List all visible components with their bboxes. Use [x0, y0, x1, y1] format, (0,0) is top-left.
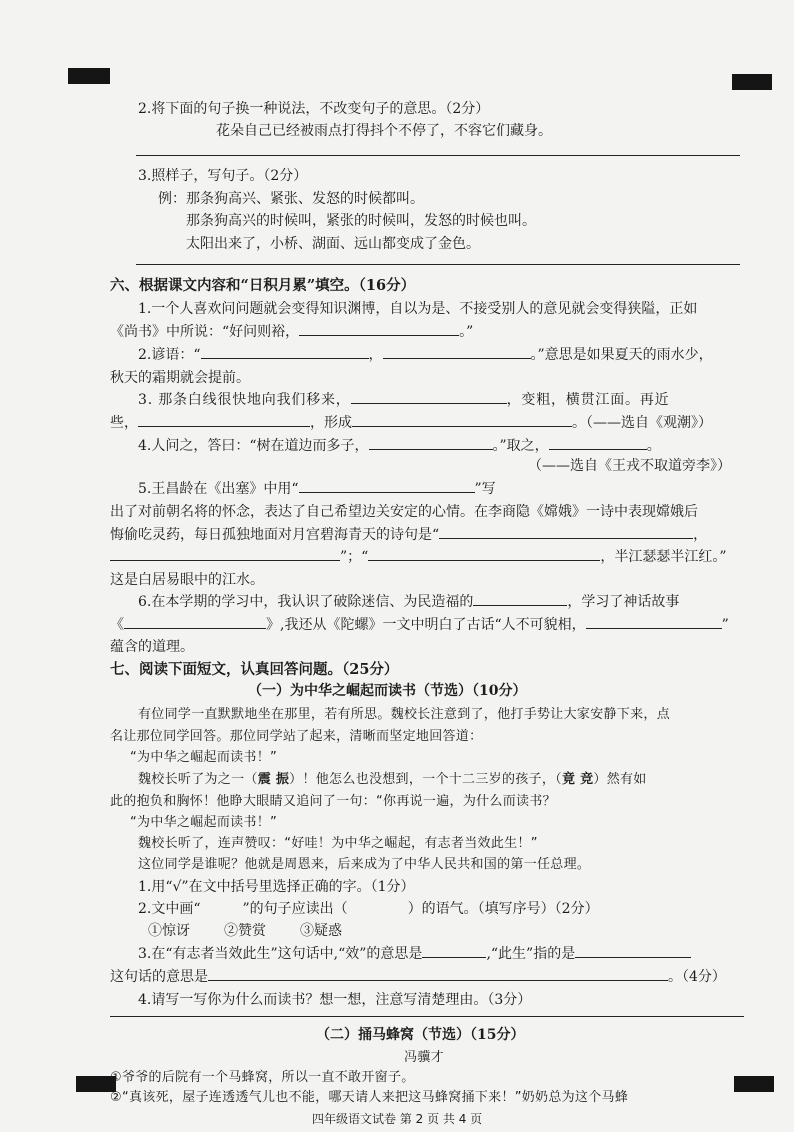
section7-title: 七、阅读下面短文，认真回答问题。（25分） [110, 661, 399, 678]
q3-example-1 [158, 188, 424, 208]
s6-item2-line1 [138, 344, 713, 364]
s6-item3-blank-3[interactable] [352, 414, 572, 427]
q2-sentence: 花朵自己已经被雨点打得抖个不停了，不容它们藏身。 [216, 123, 552, 139]
s6-item3-blank-1[interactable] [351, 391, 507, 404]
s6-item5-comma: ， [693, 527, 708, 543]
passage2-author: 冯骥才 [404, 1050, 444, 1065]
corner-mark-bottom-right [734, 1076, 774, 1092]
s6-item1-text: 《尚书》中所说：“好问则裕， [110, 324, 300, 340]
passage1-line-4-c: ）！他怎么也没想到，一个十二三岁的孩子，（ [289, 772, 562, 787]
q2-answer-line[interactable] [136, 155, 740, 156]
s6-item6-quote-close: ” [721, 617, 729, 633]
s6-item2-blank-2[interactable] [383, 346, 531, 359]
s6-item4-end: 。 [646, 438, 661, 454]
choice-zhen[interactable]: 震 振 [257, 772, 290, 787]
option-2: ②赞赏 [224, 923, 266, 939]
passage2-line-2: ②“真该死，屋子连透透气儿也不能，哪天请人来把这马蜂窝捅下来！”奶奶总为这个马蜂 [110, 1090, 629, 1105]
s6-item6-blank-1[interactable] [473, 593, 567, 606]
s6-item2-comma: ， [368, 347, 383, 363]
q3-example-1-text: 那条狗高兴、紧张、发怒的时候都叫。 [186, 191, 424, 207]
s6-item5-text-4: ”；“ [340, 549, 369, 565]
passage1-line-7: 魏校长听了，连声赞叹：“好哇！为中华之崛起，有志者当效此生！” [138, 836, 538, 851]
passage1-line-6: “为中华之崛起而读书！” [130, 815, 278, 830]
p1-q4-answer-line[interactable] [110, 1016, 744, 1017]
passage1-title: （一）为中华之崛起而读书（节选）（10分） [248, 683, 527, 699]
s6-item2-line2: 秋天的霜期就会提前。 [110, 370, 250, 386]
s6-item3-text-4: ，形成 [310, 415, 352, 431]
s6-item5-line1 [138, 478, 496, 498]
s6-item5-blank-4[interactable] [368, 548, 600, 561]
p1-q2-text-3: ）的语气。（填写序号）（2分） [407, 901, 599, 917]
s6-item5-text: 5.王昌龄在《出塞》中用“ [138, 481, 299, 497]
s6-item1-line2 [110, 321, 473, 341]
s6-item6-blank-3[interactable] [586, 616, 722, 629]
p1-question-3-line2 [110, 966, 726, 986]
p1-question-2 [138, 898, 599, 918]
s6-item3-text-2: ，变粗，横贯江面。再近 [506, 392, 670, 408]
s6-item6-line3: 蕴含的道理。 [110, 639, 194, 655]
s6-item1-end: 。” [459, 324, 474, 340]
s6-item3-source: 。（——选自《观潮》） [572, 415, 712, 431]
s6-item3-text: 3. 那条白线很快地向我们移来， [138, 392, 351, 408]
s6-item1-blank[interactable] [299, 323, 459, 336]
s6-item2-text: 2.谚语：“ [138, 347, 201, 363]
passage1-line-4-e: ）然有如 [593, 772, 647, 787]
s6-item5-blank-3[interactable] [110, 548, 340, 561]
s6-item6-line1 [138, 591, 679, 611]
q2-prompt: 2.将下面的句子换一种说法，不改变句子的意思。（2分） [138, 101, 490, 117]
s6-item4-text-2: 。”取之， [492, 438, 549, 454]
s6-item5-line3 [110, 524, 707, 544]
p1-q2-options [148, 920, 342, 940]
s6-item5-blank-1[interactable] [299, 480, 475, 493]
p1-q2-text-2: ”的句子应读出（ [242, 901, 348, 917]
s6-item2-blank-1[interactable] [201, 346, 369, 359]
s6-item5-line2: 出了对前朝名将的怀念，表达了自己希望边关安定的心情。在李商隐《嫦娥》一诗中表现嫦娥后 [110, 504, 698, 520]
s6-item6-blank-2[interactable] [124, 616, 266, 629]
s6-item4-line1 [138, 435, 661, 455]
passage1-line-8: 这位同学是谁呢？他就是周恩来，后来成为了中华人民共和国的第一任总理。 [138, 857, 591, 872]
passage1-line-4-a: 魏校长听了为之一（ [138, 772, 258, 787]
section6-title: 六、根据课文内容和“日积月累”填空。（16分） [110, 277, 416, 294]
s6-item4-text: 4.人问之，答曰：“树在道边而多子， [138, 438, 369, 454]
option-3: ③疑惑 [300, 923, 342, 939]
s6-item3-line2 [110, 412, 712, 432]
p1-q3-blank-2[interactable] [575, 945, 691, 958]
p1-q2-text: 2.文中画“ [138, 901, 201, 917]
corner-mark-top-left [68, 68, 110, 84]
s6-item6-line2 [110, 614, 729, 634]
s6-item6-bracket-open: 《 [110, 617, 124, 633]
s6-item4-source: （——选自《王戎不取道旁李》） [528, 458, 731, 474]
p1-q3-blank-1[interactable] [422, 945, 486, 958]
passage1-line-2: 名让那位同学回答。那位同学站了起来，清晰而坚定地回答道： [110, 729, 483, 744]
s6-item5-text-3: 悔偷吃灵药，每日孤独地面对月宫碧海青天的诗句是“ [110, 527, 440, 543]
q3-example-2: 那条狗高兴的时候叫，紧张的时候叫，发怒的时候也叫。 [186, 213, 536, 229]
s6-item2-meaning: 。”意思是如果夏天的雨水少， [530, 347, 713, 363]
passage1-line-5: 此的抱负和胸怀！他睁大眼睛又追问了一句：“你再说一遍，为什么而读书？ [110, 794, 556, 809]
s6-item1-line1: 1.一个人喜欢问问题就会变得知识渊博，自以为是、不接受别人的意见就会变得狭隘，正如 [138, 301, 698, 317]
p1-question-4: 4.请写一写你为什么而读书？想一想，注意写清楚理由。（3分） [138, 992, 532, 1008]
s6-item3-text-3: 些， [110, 415, 138, 431]
s6-item3-line1 [138, 389, 669, 409]
choice-jing[interactable]: 竟 竞 [561, 772, 594, 787]
passage1-line-1: 有位同学一直默默地坐在那里，若有所思。魏校长注意到了，他打手势让大家安静下来，点 [138, 707, 671, 722]
passage1-line-4 [138, 768, 647, 787]
p1-q3-score: 。（4分） [668, 969, 726, 985]
corner-mark-top-right [732, 74, 772, 90]
s6-item5-text-5: ，半江瑟瑟半江红。” [600, 549, 727, 565]
s6-item5-blank-2[interactable] [439, 526, 693, 539]
s6-item6-text-2: ，学习了神话故事 [567, 594, 680, 610]
p1-question-3 [138, 943, 691, 963]
s6-item5-line5: 这是白居易眼中的江水。 [110, 572, 264, 588]
p1-question-1: 1.用“√”在文中括号里选择正确的字。（1分） [138, 879, 415, 895]
s6-item3-blank-2[interactable] [138, 414, 310, 427]
p1-q3-blank-3[interactable] [208, 968, 668, 981]
option-1: ①惊讶 [148, 923, 190, 939]
q3-example-label: 例： [158, 191, 186, 207]
q3-answer-line[interactable] [136, 264, 740, 265]
passage2-title: （二）捅马蜂窝（节选）（15分） [316, 1027, 525, 1043]
page-footer: 四年级语文试卷 第 2 页 共 4 页 [312, 1112, 483, 1126]
s6-item6-text: 6.在本学期的学习中，我认识了破除迷信、为民造福的 [138, 594, 474, 610]
s6-item4-blank-2[interactable] [549, 437, 647, 450]
q3-prompt: 3.照样子，写句子。（2分） [138, 168, 308, 184]
p1-q3-text-2: ,“此生”指的是 [486, 946, 576, 962]
p1-q3-text: 3.在“有志者当效此生”这句话中,“效”的意思是 [138, 946, 423, 962]
s6-item4-blank-1[interactable] [369, 437, 493, 450]
s6-item5-text-2: ”写 [474, 481, 496, 497]
p1-q3-text-3: 这句话的意思是 [110, 969, 208, 985]
q3-task: 太阳出来了，小桥、湖面、远山都变成了金色。 [186, 236, 480, 252]
s6-item5-line4 [110, 546, 727, 566]
passage2-line-1: ①爷爷的后院有一个马蜂窝，所以一直不敢开窗子。 [110, 1070, 415, 1085]
passage1-line-3: “为中华之崛起而读书！” [130, 750, 278, 765]
s6-item6-text-3: 》,我还从《陀螺》一文中明白了古话“人不可貌相， [266, 617, 586, 633]
